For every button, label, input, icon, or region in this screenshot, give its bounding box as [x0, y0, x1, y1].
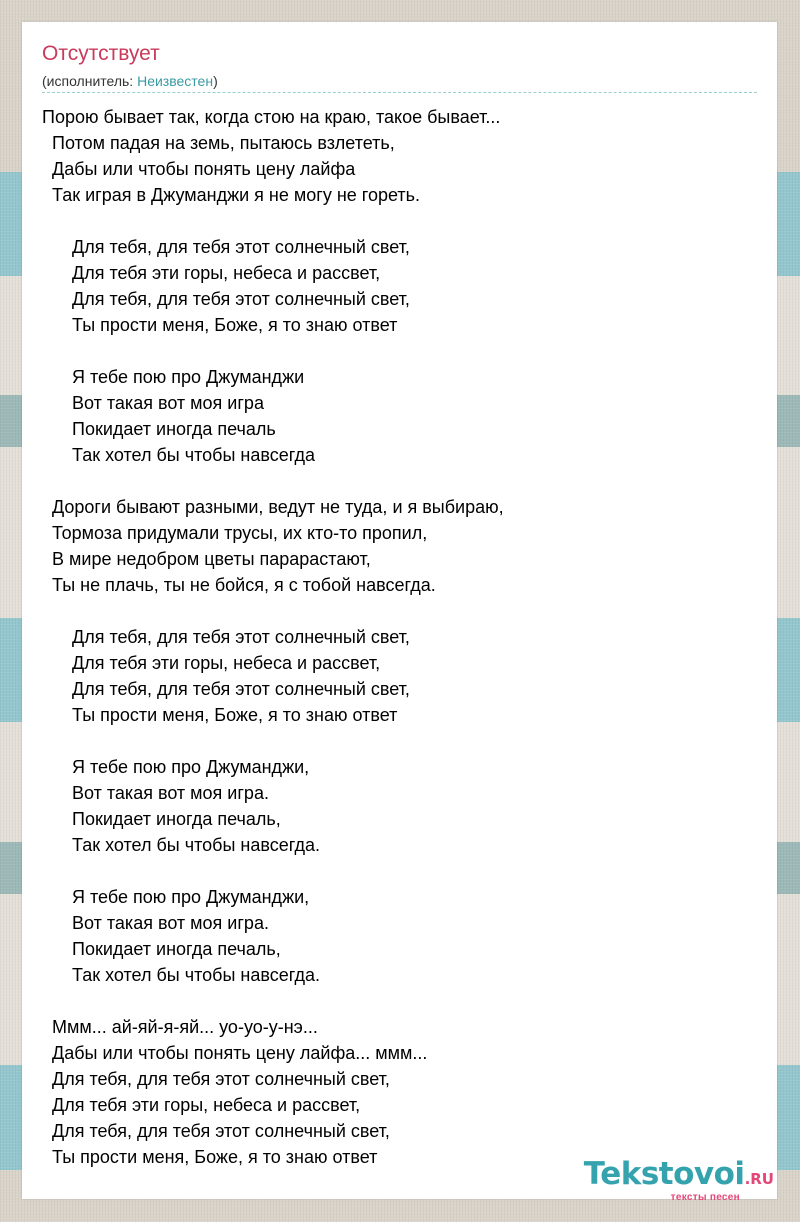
lyric-line: Покидает иногда печаль, — [42, 939, 281, 959]
lyrics-sheet — [22, 22, 777, 1203]
lyric-line: Порою бывает так, когда стою на краю, такое бывает... — [42, 107, 501, 127]
lyric-line: Для тебя, для тебя этот солнечный свет, — [42, 1121, 390, 1141]
lyric-line: Для тебя, для тебя этот солнечный свет, — [42, 679, 410, 699]
lyric-line — [42, 988, 504, 1014]
lyric-line: Ммм... ай-яй-я-яй... уо-уо-у-нэ... — [42, 1017, 318, 1037]
lyric-line: Для тебя, для тебя этот солнечный свет, — [42, 1069, 390, 1089]
lyric-line: Ты прости меня, Боже, я то знаю ответ — [42, 1147, 378, 1167]
logo-name: Tekstovoi — [583, 1156, 745, 1192]
artist-link[interactable]: Неизвестен — [137, 73, 214, 89]
lyric-line: Я тебе пою про Джуманджи, — [42, 887, 310, 907]
lyric-line: Так играя в Джуманджи я не могу не гореть. — [42, 185, 421, 205]
lyric-line — [42, 858, 504, 884]
lyric-line: Для тебя эти горы, небеса и рассвет, — [42, 263, 381, 283]
lyric-line: Для тебя, для тебя этот солнечный свет, — [42, 289, 410, 309]
lyric-line: Дабы или чтобы понять цену лайфа... ммм... — [42, 1043, 428, 1063]
lyrics-text — [42, 104, 504, 1170]
logo-wordmark — [569, 1157, 774, 1196]
lyric-line: Ты не плачь, ты не бойся, я с тобой навсегда. — [42, 575, 436, 595]
lyric-line — [42, 728, 504, 754]
lyric-line: Дороги бывают разными, ведут не туда, и я выбираю, — [42, 497, 504, 517]
lyric-line — [42, 338, 504, 364]
logo-tagline: тексты песен — [670, 1192, 740, 1203]
lyric-line: Покидает иногда печаль, — [42, 809, 281, 829]
lyric-line: Так хотел бы чтобы навсегда — [42, 445, 315, 465]
lyric-line: Для тебя эти горы, небеса и рассвет, — [42, 1095, 361, 1115]
artist-byline — [42, 73, 218, 89]
lyric-line: Для тебя эти горы, небеса и рассвет, — [42, 653, 381, 673]
lyric-line: Тормоза придумали трусы, их кто-то пропил, — [42, 523, 428, 543]
byline-prefix: (исполнитель: — [42, 73, 138, 89]
lyric-line: Я тебе пою про Джуманджи — [42, 367, 305, 387]
site-logo[interactable] — [569, 1157, 774, 1203]
lyric-line: В мире недобром цветы парарастают, — [42, 549, 371, 569]
lyric-line: Для тебя, для тебя этот солнечный свет, — [42, 627, 410, 647]
lyric-line: Ты прости меня, Боже, я то знаю ответ — [42, 705, 398, 725]
lyric-line: Так хотел бы чтобы навсегда. — [42, 965, 320, 985]
lyric-line: Покидает иногда печаль — [42, 419, 276, 439]
title-divider — [42, 92, 757, 93]
byline-suffix: ) — [213, 73, 218, 89]
lyric-line: Так хотел бы чтобы навсегда. — [42, 835, 320, 855]
lyric-line: Для тебя, для тебя этот солнечный свет, — [42, 237, 410, 257]
lyric-line: Вот такая вот моя игра. — [42, 913, 269, 933]
song-title: Отсутствует — [42, 42, 160, 65]
lyric-line: Я тебе пою про Джуманджи, — [42, 757, 310, 777]
lyric-line: Вот такая вот моя игра — [42, 393, 264, 413]
lyric-line — [42, 468, 504, 494]
lyric-line — [42, 598, 504, 624]
lyric-line: Вот такая вот моя игра. — [42, 783, 269, 803]
lyric-line: Потом падая на земь, пытаюсь взлететь, — [42, 133, 395, 153]
lyric-line: Ты прости меня, Боже, я то знаю ответ — [42, 315, 398, 335]
lyric-line: Дабы или чтобы понять цену лайфа — [42, 159, 356, 179]
lyric-line — [42, 208, 504, 234]
logo-tld: .RU — [744, 1170, 774, 1188]
